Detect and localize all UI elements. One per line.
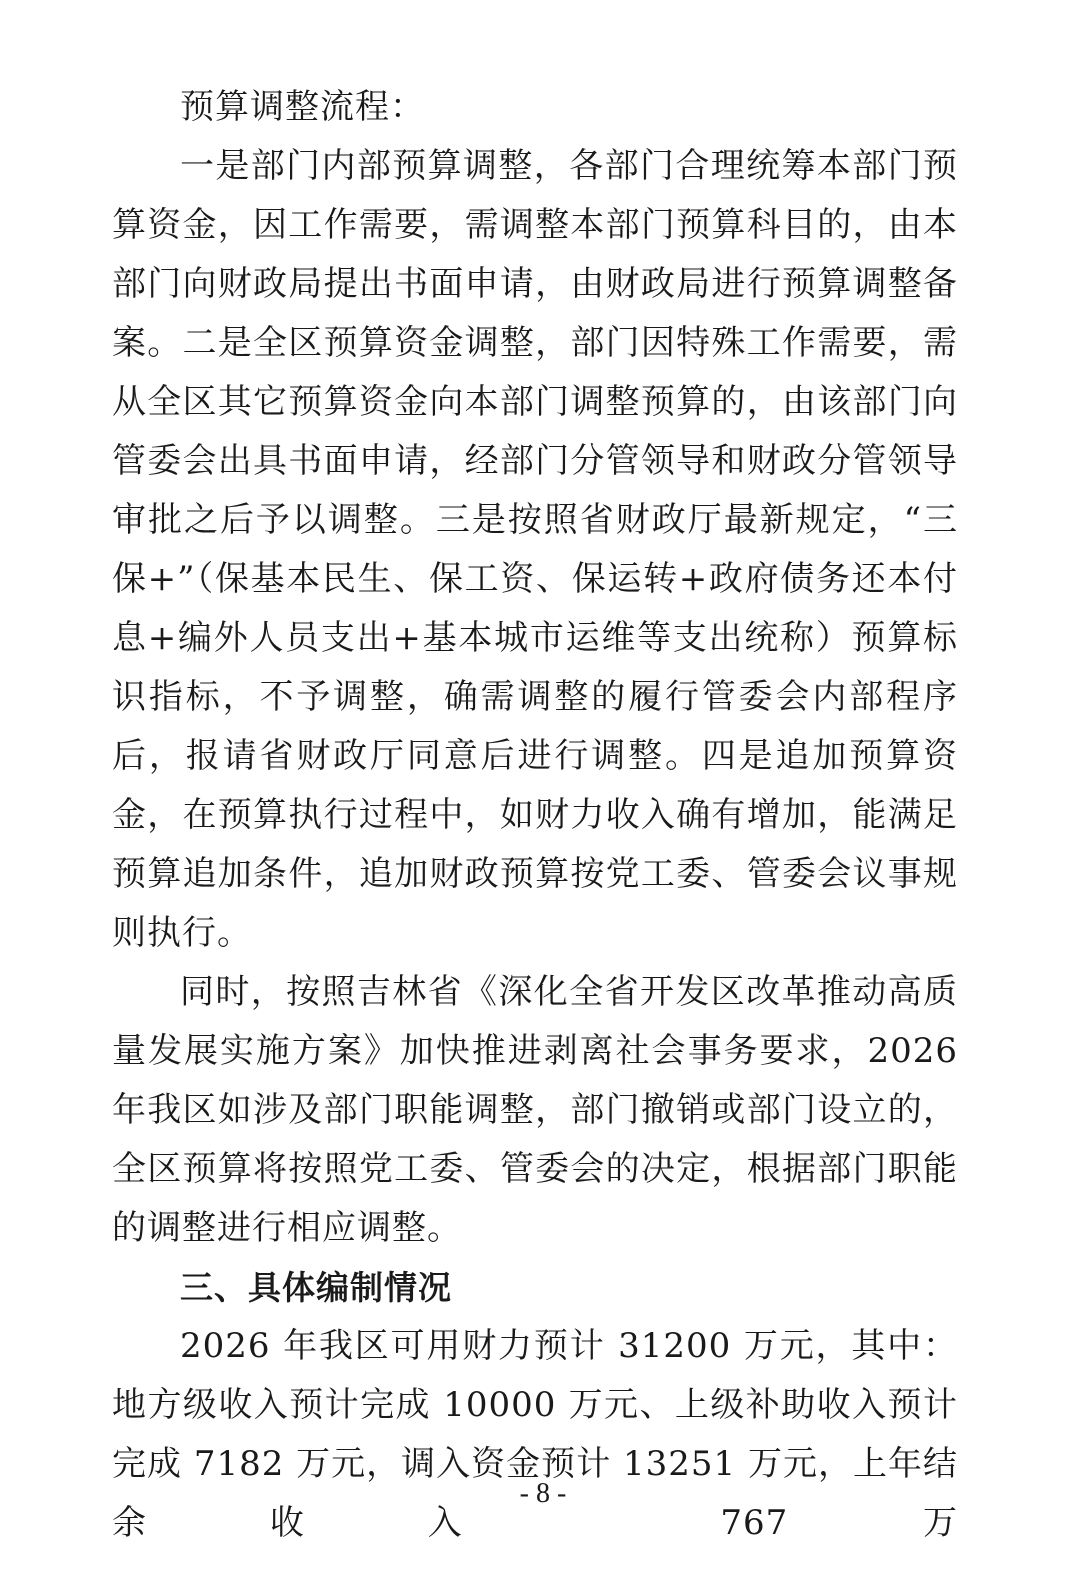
paragraph-budget-adjustment-title: 预算调整流程： — [180, 87, 425, 127]
document-body — [112, 78, 958, 1553]
page-number: - 8 - — [519, 1478, 567, 1509]
paragraph-budget-adjustment-process: 一是部门内部预算调整，各部门合理统筹本部门预算资金，因工作需要，需调整本部门预算科目的，由本部门向财政局提出书面申请，由财政局进行预算调整备案。二是全区预算资金调整，部门因特殊工作需要，需从全区其它预算资金向本部门调整预算的，由该部门向管委会出具书面申请，经部门分管领导和财政分管领导审批之后予以调整。三是按照省财政厅最新规定，“三保+”（保基本民生、保工资、保运转+政府债务还本付息+编外人员支出+基本城市运维等支出统称）预算标识指标，不予调整，确需调整的履行管委会内部程序后，报请省财政厅同意后进行调整。四是追加预算资金，在预算执行过程中，如财力收入确有增加，能满足预算追加条件，追加财政预算按党工委、管委会议事规则执行。 — [112, 146, 958, 953]
paragraph-department-function-adjustment: 同时，按照吉林省《深化全省开发区改革推动高质量发展实施方案》加快推进剥离社会事务要求，2026 年我区如涉及部门职能调整，部门撤销或部门设立的，全区预算将按照党工委、管委会的决定，根据部门职能的调整进行相应调整。 — [112, 972, 958, 1248]
section-heading-compilation: 三、具体编制情况 — [180, 1268, 452, 1307]
paragraph-available-finance: 2026 年我区可用财力预计 31200 万元，其中：地方级收入预计完成 10000 万元、上级补助收入预计完成 7182 万元，调入资金预计 13251 万元，上年结余收入 767 万 — [112, 1326, 958, 1543]
